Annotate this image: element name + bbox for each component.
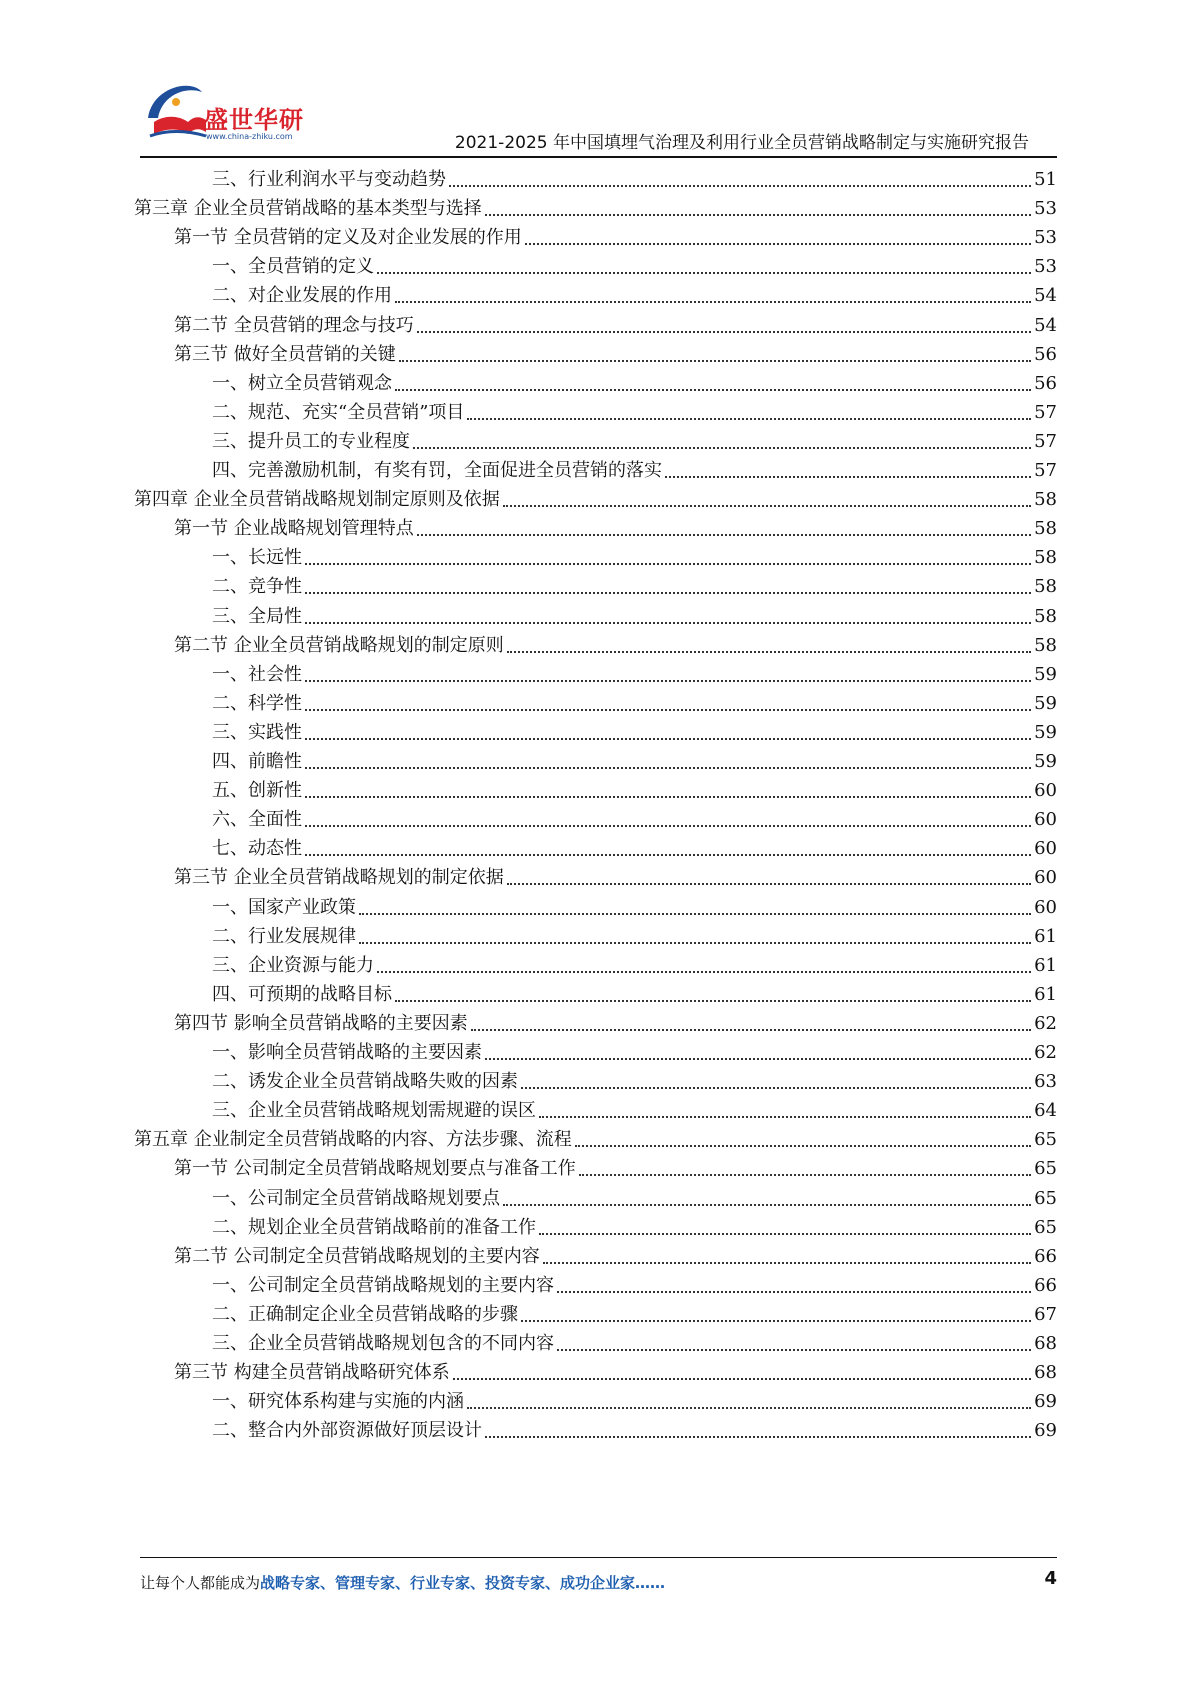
toc-entry-page: 53 [1034,256,1057,278]
toc-entry-title: 三、企业资源与能力 [212,954,374,976]
toc-entry-page: 65 [1034,1129,1057,1151]
toc-entry-page: 58 [1034,489,1057,511]
page-header [0,0,1191,160]
toc-entry-page: 61 [1034,954,1057,976]
toc-leader-dots [521,1320,1031,1322]
toc-entry-page: 53 [1034,227,1057,249]
toc-entry[interactable] [212,539,1057,571]
toc-entry-page: 65 [1034,1158,1057,1180]
toc-entry-title: 一、影响全员营销战略的主要因素 [212,1042,482,1063]
toc-entry-title: 三、企业全员营销战略规划包含的不同内容 [212,1333,554,1354]
toc-entry[interactable] [212,656,1057,688]
toc-leader-dots [305,738,1031,740]
toc-entry[interactable] [174,336,1057,368]
toc-entry-page: 51 [1034,169,1057,190]
toc-leader-dots [503,1204,1031,1206]
toc-entry[interactable] [212,161,1057,193]
toc-leader-dots [305,825,1031,827]
toc-leader-dots [485,1058,1031,1060]
toc-entry[interactable] [212,1063,1057,1095]
toc-entry-title: 二、正确制定企业全员营销战略的步骤 [212,1303,518,1325]
toc-entry[interactable] [212,598,1057,630]
toc-entry[interactable] [134,1121,1057,1153]
toc-leader-dots [539,1233,1031,1235]
toc-entry-title: 七、动态性 [212,838,302,860]
logo-name: 盛世华研 [204,106,304,134]
toc-entry-page: 60 [1034,838,1057,860]
toc-leader-dots [377,971,1031,973]
company-logo [140,78,320,148]
toc-entry-page: 58 [1034,518,1057,540]
toc-entry-title: 三、企业全员营销战略规划需规避的误区 [212,1100,536,1122]
toc-entry-page: 68 [1034,1362,1057,1384]
toc-entry-title: 一、公司制定全员营销战略规划要点 [212,1187,500,1209]
toc-entry-page: 62 [1034,1042,1057,1063]
toc-entry-title: 第五章 企业制定全员营销战略的内容、方法步骤、流程 [134,1129,572,1151]
toc-entry[interactable] [174,1238,1057,1270]
toc-entry-page: 60 [1034,780,1057,802]
toc-leader-dots [507,651,1031,653]
toc-entry-title: 第四章 企业全员营销战略规划制定原则及依据 [134,489,500,511]
toc-entry-title: 第一节 企业战略规划管理特点 [174,518,414,540]
toc-entry-title: 一、研究体系构建与实施的内涵 [212,1391,464,1413]
toc-entry[interactable] [212,743,1057,775]
toc-leader-dots [485,214,1031,216]
toc-entry[interactable] [174,627,1057,659]
toc-entry-page: 56 [1034,343,1057,365]
toc-entry-title: 二、规范、充实“全员营销”项目 [212,401,465,423]
footer-slogan [140,1572,665,1593]
toc-entry-page: 58 [1034,605,1057,627]
toc-leader-dots [305,796,1031,798]
toc-entry[interactable] [212,772,1057,804]
toc-entry-title: 四、完善激励机制，有奖有罚，全面促进全员营销的落实 [212,460,662,481]
page-number: 4 [1044,1568,1057,1589]
toc-entry[interactable] [212,801,1057,833]
toc-entry[interactable] [174,1005,1057,1037]
toc-leader-dots [503,505,1031,507]
toc-entry-page: 64 [1034,1100,1057,1122]
toc-entry[interactable] [212,423,1057,455]
toc-entry-title: 第二节 公司制定全员营销战略规划的主要内容 [174,1245,540,1267]
toc-entry-page: 68 [1034,1333,1057,1354]
toc-entry[interactable] [212,365,1057,397]
toc-leader-dots [413,447,1031,449]
toc-entry-title: 四、可预期的战略目标 [212,983,392,1005]
logo-url: www.china-zhiku.com [206,132,293,141]
toc-entry-title: 第三节 企业全员营销战略规划的制定依据 [174,867,504,889]
toc-entry-title: 一、树立全员营销观念 [212,372,392,394]
toc-entry-title: 第一节 公司制定全员营销战略规划要点与准备工作 [174,1158,576,1180]
toc-entry-page: 66 [1034,1274,1057,1296]
toc-entry-title: 三、行业利润水平与变动趋势 [212,169,446,190]
toc-leader-dots [359,942,1031,944]
toc-entry-title: 第三节 构建全员营销战略研究体系 [174,1362,450,1384]
toc-entry-title: 三、全局性 [212,605,302,627]
toc-entry[interactable] [212,394,1057,426]
toc-entry-title: 二、科学性 [212,692,302,714]
toc-entry[interactable] [134,190,1057,222]
toc-entry-page: 67 [1034,1303,1057,1325]
toc-leader-dots [395,1000,1031,1002]
toc-leader-dots [359,913,1031,915]
toc-entry-page: 59 [1034,751,1057,772]
toc-entry-title: 第三章 企业全员营销战略的基本类型与选择 [134,198,482,220]
toc-leader-dots [453,1378,1031,1380]
toc-entry-title: 二、规划企业全员营销战略前的准备工作 [212,1216,536,1238]
toc-leader-dots [467,1407,1031,1409]
toc-entry-page: 59 [1034,663,1057,685]
toc-leader-dots [539,1116,1031,1118]
toc-leader-dots [305,592,1031,594]
toc-entry[interactable] [174,1150,1057,1182]
toc-entry[interactable] [212,1267,1057,1299]
toc-leader-dots [305,767,1031,769]
toc-entry-title: 二、竞争性 [212,576,302,598]
toc-entry-page: 57 [1034,430,1057,452]
toc-leader-dots [305,709,1031,711]
toc-entry-page: 66 [1034,1245,1057,1267]
toc-entry-page: 65 [1034,1187,1057,1209]
toc-entry-title: 二、对企业发展的作用 [212,285,392,307]
toc-entry-page: 65 [1034,1216,1057,1238]
toc-entry-page: 62 [1034,1012,1057,1034]
toc-entry-page: 58 [1034,634,1057,656]
toc-entry[interactable] [212,1209,1057,1241]
toc-entry[interactable] [212,1412,1057,1444]
toc-entry-title: 一、公司制定全员营销战略规划的主要内容 [212,1274,554,1296]
toc-entry[interactable] [212,277,1057,309]
toc-leader-dots [521,1087,1031,1089]
logo-book-icon [140,78,210,148]
toc-entry[interactable] [212,248,1057,280]
toc-entry-page: 56 [1034,372,1057,394]
toc-entry-page: 60 [1034,896,1057,918]
toc-entry-page: 57 [1034,401,1057,423]
toc-entry-page: 54 [1034,314,1057,336]
toc-entry[interactable] [174,1354,1057,1386]
toc-entry-title: 第三节 做好全员营销的关键 [174,343,396,365]
toc-leader-dots [579,1174,1031,1176]
toc-entry[interactable] [174,219,1057,251]
footer-slogan-prefix: 让每个人都能成为 [140,1574,261,1592]
toc-entry-page: 69 [1034,1391,1057,1413]
report-title: 2021-2025 年中国填埋气治理及利用行业全员营销战略制定与实施研究报告 [454,133,1029,153]
toc-entry-title: 一、社会性 [212,663,302,685]
toc-leader-dots [417,331,1031,333]
toc-entry[interactable] [212,1092,1057,1124]
toc-entry[interactable] [212,830,1057,862]
toc-entry-title: 二、整合内外部资源做好顶层设计 [212,1420,482,1442]
toc-entry-page: 54 [1034,285,1057,307]
toc-entry-title: 第一节 全员营销的定义及对企业发展的作用 [174,227,522,249]
toc-leader-dots [575,1145,1031,1147]
toc-entry[interactable] [212,889,1057,921]
toc-entry-title: 第四节 影响全员营销战略的主要因素 [174,1012,468,1034]
toc-leader-dots [305,622,1031,624]
toc-entry[interactable] [174,307,1057,339]
toc-entry[interactable] [174,510,1057,542]
toc-entry[interactable] [212,685,1057,717]
toc-entry[interactable] [212,1325,1057,1357]
footer-slogan-highlight: 战略专家、管理专家、行业专家、投资专家、成功企业家…… [260,1574,666,1592]
toc-leader-dots [467,418,1031,420]
toc-leader-dots [507,883,1031,885]
toc-entry-title: 第二节 全员营销的理念与技巧 [174,314,414,336]
toc-entry-title: 三、实践性 [212,721,302,743]
toc-entry-page: 60 [1034,867,1057,889]
toc-entry-title: 六、全面性 [212,809,302,831]
toc-entry-page: 69 [1034,1420,1057,1442]
toc-entry-page: 53 [1034,198,1057,220]
toc-entry-page: 57 [1034,460,1057,481]
toc-leader-dots [399,360,1031,362]
toc-entry[interactable] [212,918,1057,950]
toc-leader-dots [525,243,1031,245]
toc-entry[interactable] [212,1296,1057,1328]
toc-entry-page: 61 [1034,925,1057,947]
toc-entry-page: 58 [1034,547,1057,569]
toc-entry-title: 一、全员营销的定义 [212,256,374,278]
toc-leader-dots [417,534,1031,536]
toc-leader-dots [377,272,1031,274]
toc-leader-dots [471,1029,1031,1031]
toc-entry-title: 四、前瞻性 [212,751,302,772]
toc-leader-dots [305,563,1031,565]
toc-entry-title: 一、长远性 [212,547,302,569]
toc-entry-page: 60 [1034,809,1057,831]
toc-leader-dots [305,854,1031,856]
toc-entry-title: 五、创新性 [212,780,302,802]
toc-leader-dots [395,389,1031,391]
toc-entry-title: 三、提升员工的专业程度 [212,430,410,452]
toc-leader-dots [665,476,1031,478]
toc-entry[interactable] [212,976,1057,1008]
toc-leader-dots [543,1262,1031,1264]
toc-entry[interactable] [212,452,1057,484]
toc-entry-page: 63 [1034,1071,1057,1093]
toc-leader-dots [305,680,1031,682]
header-divider [140,156,1057,158]
toc-entry[interactable] [212,1034,1057,1066]
toc-entry-title: 二、行业发展规律 [212,925,356,947]
toc-entry[interactable] [134,481,1057,513]
toc-entry[interactable] [212,1180,1057,1212]
toc-leader-dots [395,301,1031,303]
toc-leader-dots [485,1436,1031,1438]
toc-leader-dots [449,185,1031,187]
toc-entry-title: 二、诱发企业全员营销战略失败的因素 [212,1071,518,1093]
toc-entry-title: 一、国家产业政策 [212,896,356,918]
toc-leader-dots [557,1349,1031,1351]
toc-leader-dots [557,1291,1031,1293]
toc-entry-title: 第二节 企业全员营销战略规划的制定原则 [174,634,504,656]
toc-entry[interactable] [212,568,1057,600]
toc-entry[interactable] [174,859,1057,891]
toc-entry-page: 58 [1034,576,1057,598]
toc-entry-page: 61 [1034,983,1057,1005]
toc-entry[interactable] [212,947,1057,979]
toc-entry-page: 59 [1034,692,1057,714]
footer-divider [140,1557,1057,1558]
toc-entry[interactable] [212,714,1057,746]
toc-entry[interactable] [212,1383,1057,1415]
toc-entry-page: 59 [1034,721,1057,743]
